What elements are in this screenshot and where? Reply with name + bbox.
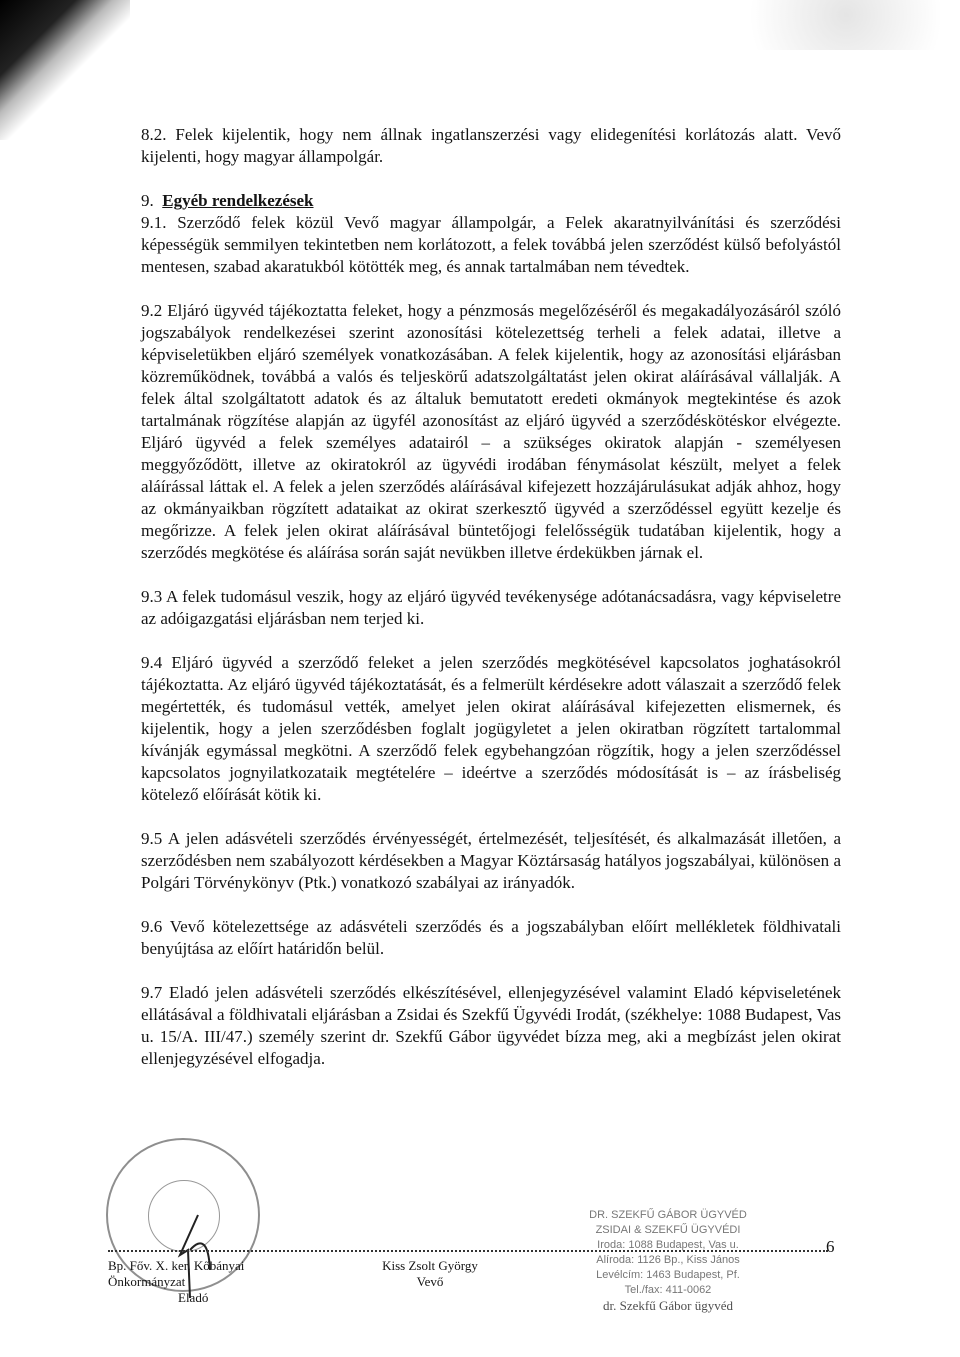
section-title: Egyéb rendelkezések (162, 191, 314, 210)
buyer-name: Kiss Zsolt György (382, 1258, 478, 1273)
scan-shadow-corner (0, 0, 130, 140)
lawyer-title: ügyvéd (694, 1298, 733, 1313)
seller-signature-block (108, 1258, 318, 1306)
paragraph-9-4: 9.4 Eljáró ügyvéd a szerződő feleket a jelen szerződés megkötésével kapcsolatos joghatásokról tájékoztatta. Az eljáró ügyvéd tájékoztatását, és a felmerült kérdésekre adott válaszait a szerződő felek megértették, és tudomásul vették, amelyet jelen okirat aláírásával kifejezetten elismernek, és kijelentik, hogy a jelen szerződésben foglalt jogügyletet a jelen okiratban rögzített tartalommal kívánják egymással megkötni. A szerződő felek egybehangzóan rögzítik, hogy a jelen szerződéssel kapcsolatos jognyilatkozataik megtételére – ideértve a szerződés módosítását is – az írásbeliség kötelező előírását kötik ki. (141, 653, 841, 804)
lawyer-name: dr. Szekfű Gábor (603, 1298, 692, 1313)
paragraph-9-7: 9.7 Eladó jelen adásvételi szerződés elkészítésével, ellenjegyzésével valamint Eladó képviseletének ellátásával a földhivatali eljárásban a Zsidai és Szekfű Ügyvédi Irodát, (székhelye: 1088 Budapest, Vas u. 15/A. III/47.) személy szerint dr. Szekfű Gábor ügyvédet bízza meg, aki a megbízást jelen okirat ellenjegyzésével elfogadja. (141, 983, 841, 1068)
stamp-line: Alíroda: 1126 Bp., Kiss János (596, 1254, 740, 1266)
stamp-line: Tel./fax: 411-0062 (624, 1284, 712, 1296)
paragraph-9-2: 9.2 Eljáró ügyvéd tájékoztatta feleket, hogy a pénzmosás megelőzéséről és megakadályozásáról szóló jogszabályok rendelkezései szerint azonosítási kötelezettség terheli a felek adatai, illetve a képviseletükben eljáró személyek vonatkozásában. A felek kijelentik, hogy az azonosítási eljárásban közreműködnek, továbbá a valós és teljeskörű adatszolgáltatást jelen okirat aláírásával vállalják. A felek által szolgáltatott adatok és az általuk bemutatott eredeti okmányok megtekintése és azok tartalmának rögzítése alapján az ügyfél azonosítást az eljáró ügyvéd a szerződéskötéskor elvégezte. Eljáró ügyvéd a felek személyes adatairól – a szükséges okiratok alapján - személyesen meggyőződött, illetve az okiratokról az ügyvédi irodában fénymásolat készült, melyet a felek aláírással láttak el. A felek a jelen szerződés aláírásával kifejezett hozzájárulásukat adják ahhoz, hogy az okmányaikban rögzített adataikat az okirat szerkesztő ügyvéd a szerződéssel együtt kezelje és megőrizze. A felek jelen okirat aláírásával büntetőjogi felelősségük tudatában kijelentik, hogy a szerződés megkötése és aláírása során saját nevükben illetve érdekükben járnak el. (141, 301, 841, 562)
section-number: 9. (141, 191, 154, 210)
paragraph-9-6: 9.6 Vevő kötelezettsége az adásvételi szerződés és a jogszabályban előírt mellékletek földhivatali benyújtása az előírt határidőn belül. (141, 917, 841, 958)
paragraph-9-3: 9.3 A felek tudomásul veszik, hogy az eljáró ügyvéd tevékenysége adótanácsadásra, vagy képviseletre az adóigazgatási eljárásban nem terjed ki. (141, 587, 841, 628)
seller-name: Bp. Főv. X. ker. Kőbányai Önkormányzat (108, 1258, 245, 1289)
paragraph-9-5: 9.5 A jelen adásvételi szerződés érvényességét, értelmezését, teljesítését, és alkalmazását illetően, a szerződésben nem szabályozott kérdésekben a Magyar Köztársaság hatályos jogszabályai, különösen a Polgári Törvénykönyv (Ptk.) vonatkozó szabályai az irányadók. (141, 829, 841, 892)
stamp-line: ZSIDAI & SZEKFŰ ÜGYVÉDI (595, 1224, 741, 1236)
document-body (141, 124, 841, 1070)
stamp-line: Iroda: 1088 Budapest, Vas u. (597, 1239, 739, 1251)
seller-role: Eladó (178, 1290, 209, 1305)
lawyer-stamp (533, 1208, 803, 1313)
buyer-role: Vevő (416, 1274, 444, 1289)
stamp-line: DR. SZEKFŰ GÁBOR ÜGYVÉD (589, 1209, 747, 1221)
paragraph-8-2: 8.2. Felek kijelentik, hogy nem állnak ingatlanszerzési vagy elidegenítési korlátozás alatt. Vevő kijelenti, hogy magyar állampolgár. (141, 125, 841, 166)
scan-noise (690, 0, 950, 50)
section-heading-9 (141, 190, 841, 212)
buyer-signature-block (370, 1258, 490, 1290)
paragraph-9-1: 9.1. Szerződő felek közül Vevő magyar állampolgár, a Felek akaratnyilvánítási és szerződési képességük semmilyen tekintetben nem korlátozott, a felek továbbá jelen szerződést külső befolyástól mentesen, szabad akaratukból kötötték meg, és annak tartalmában nem tévedtek. (141, 213, 841, 276)
stamp-line: Levélcím: 1463 Budapest, Pf. (596, 1269, 740, 1281)
page-number: 6 (826, 1237, 835, 1256)
lawyer-signer (533, 1298, 803, 1313)
